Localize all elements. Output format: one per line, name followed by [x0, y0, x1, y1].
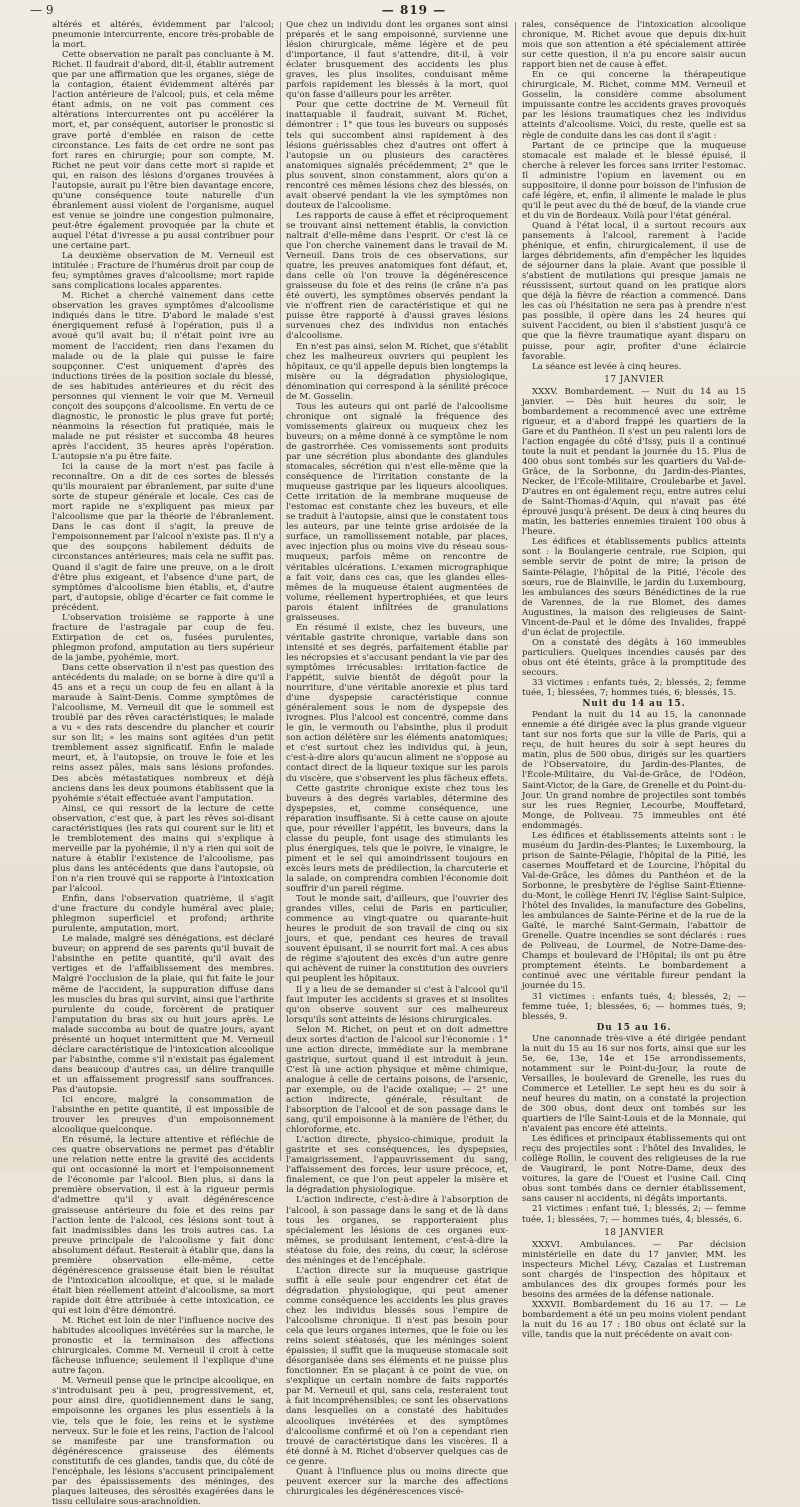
paragraph: La deuxième observation de M. Verneuil est intitulée : Fracture de l'humérus droit par coup de feu; symptômes graves d'alcoolisme; mort rapide sans complications locales apparentes. [52, 251, 274, 292]
page-header-left: — 9 [30, 3, 54, 17]
paragraph: En n'est pas ainsi, selon M. Richet, que s'établit chez les malheureux ouvriers qui peuplent les hôpitaux, ce qu'il appelle depuis bien longtemps la misère ou la dégradation physiologique, dénomination qui correspond à la sénilité précoce de M. Gosselin. [286, 341, 508, 402]
paragraph: Ici encore, malgré la consommation de l'absinthe en petite quantité, il est impossible de trouver les preuves d'un empoisonnement alcoolique quelconque. [52, 1095, 274, 1136]
paragraph: Tout le monde sait, d'ailleurs, que l'ouvrier des grandes villes, celui de Paris en particulier, commence au vingt-quatre ou quarante-huit heures le produit de son travail de cinq ou six jours, et que, pendant ces heures de travail souvent épuisant, il se nourrit fort mal. A ces abus de régime s'ajoutent des excès d'un autre genre qui achèvent de ruiner la constitution des ouvriers qui peuplent les hôpitaux. [286, 894, 508, 985]
paragraph: On a constaté des dégâts à 160 immeubles particuliers. Quelques incendies causés par des obus ont été éteints, grâce à la promptitude des secours. [522, 637, 746, 678]
paragraph: Il y a lieu de se demander si c'est à l'alcool qu'il faut imputer les accidents si graves et si insolites qu'on observe souvent sur ces malheureux lorsqu'ils sont atteints de lésions chirurgicales. [286, 984, 508, 1025]
text-column-2 [286, 20, 508, 1497]
paragraph: Pendant la nuit du 14 au 15, la canonnade ennemie a été dirigée avec la plus grande vigueur tant sur nos forts que sur la ville de Paris, qui a reçu, de huit heures du soir à sept heures du matin, plus de 500 obus, dirigés sur les quartiers de l'Observatoire, du Jardin-des-Plantes, de l'École-Militaire, du Val-de-Grâce, de l'Odéon, Saint-Victor, de la Gare, de Grenelle et du Point-du-Jour. Un grand nombre de projectiles sont tombés sur les rues Regnier, Lecourbe, Mouffetard, Monge, de Poliveau. 75 immeubles ont été endommagés. [522, 710, 747, 831]
paragraph: XXXV. Bombardement. — Nuit du 14 au 15 janvier. — Dès huit heures du soir, le bombardement a recommencé avec une extrême rigueur, et a d'abord frappé les quartiers de la Gare et du Panthéon. Il s'est un peu ralenti lors de l'action engagée du côté d'Issy, puis il a continué toute la nuit et pendant la journée du 15. Plus de 400 obus sont tombés sur les quartiers du Val-de-Grâce, de la Sorbonne, du Jardin-des-Plantes, Necker, de l'École-Militaire, Croulebarbe et Javel. D'autres en ont également reçu, entre autres celui de Saint-Thomas-d'Aquin, qui n'avait pas été éprouvé jusqu'à présent. De deux à cinq heures du matin, les batteries ennemies tiraient 100 obus à l'heure. [522, 386, 746, 538]
page-header [14, 2, 786, 18]
paragraph: La séance est levée à cinq heures. [532, 361, 682, 372]
paragraph: XXXVI. Ambulances. — Par décision ministérielle en date du 17 janvier, MM. les inspecteurs Michel Lévy, Cazalas et Lustreman sont chargés de l'inspection des hôpitaux et ambulances des dix groupes formés pour les besoins des armées de la défense nationale. [522, 1239, 746, 1300]
text-column-1 [52, 20, 275, 1507]
paragraph: Une canonnade très-vive a été dirigée pendant la nuit du 15 au 16 sur nos forts, ainsi que sur les 5e, 6e, 13e, 14e et 15e arrondissements, notamment sur le Point-du-Jour, la route de Versailles, le boulevard de Grenelle, les rues du Commerce et Letellier. Le sept heu es du soir à neuf heures du matin, on a constaté la projection de 300 obus, dont deux ont tombés sur les quartiers de l'île Saint-Louis et de la Monnaie, qui n'avaient pas encore été atteints. [522, 1033, 746, 1135]
column-divider [515, 22, 516, 1161]
section-subheading: Du 15 au 16. [596, 1022, 672, 1033]
paragraph: Pour que cette doctrine de M. Verneuil fût inattaquable il faudrait, suivant M. Richet, démontrer : 1° que tous les buveurs ou supposés tels qui succombent ainsi rapidement à des lésions guérissables chez d'autres ont offert à l'autopsie un ou plusieurs des caractères anatomiques signalés précédemment; 2° que le plus souvent, sinon constamment, alors qu'on a rencontré ces mêmes lésions chez des blessés, on avait observé pendant la vie les symptômes non douteux de l'alcoolisme. [286, 100, 508, 211]
paragraph: Tous les auteurs qui ont parlé de l'alcoolisme chronique ont signalé la fréquence des vomissements glaireux ou muqueux chez les buveurs; on a même donné à ce symptôme le nom de gastrorrhée. Ces vomissements sont produits par une sécrétion plus abondante des glandules stomacales, sécrétion qui n'est elle-même que la conséquence de l'irritation constante de la muqueuse gastrique par les liqueurs alcooliques. Cette irritation de la membrane muqueuse de l'estomac est constante chez les buveurs, et elle se traduit à l'autopsie, ainsi que le constatent tous les auteurs, par une teinte grise ardoisée de la surface, un ramollissement notable, par places, avec injection plus ou moins vive du réseau sous-muqueux; parfois même on rencontre de véritables ulcérations. L'examen micrographique a fait voir, dans ces cas, que les glandes elles-mêmes de la muqueuse étaient augmentées de volume, réellement hypertrophiées, et que leurs parois étaient infiltrées de granulations graisseuses. [286, 401, 508, 623]
paragraph: En résumé, la lecture attentive et réfléchie de ces quatre observations ne permet pas d'établir une relation nette entre la gravité des accidents qui ont occasionné la mort et l'empoisonnement de l'économie par l'alcool. Bien plus, si dans la première observation, il est à la rigueur permis d'admettre qu'il y avait dégénérescence graisseuse antérieure du foie et des reins par l'action lente de l'alcool, ces lésions sont tout à fait inadmissibles dans les trois autres cas. La preuve principale de l'alcoolisme y fait donc absolument défaut. Resterait à établir que, dans la première observation elle-même, cette dégénérescence graisseuse était bien le résultat de l'intoxication alcoolique, et que, si le malade était bien réellement atteint d'alcoolisme, sa mort rapide doit être attribuée à cette intoxication, ce qui est loin d'être démontré. [52, 1135, 274, 1316]
paragraph: Quand à l'état local, il a surtout recours aux pansements à l'alcool, rarement à l'acide phénique, et enfin, chirurgicalement, il use de larges débridements, afin d'empêcher les liquides de séjourner dans la plaie. Avant que possible il s'abstient de mutilations qui presque jamais ne réussissent, surtout quand on les pratique alors que déjà la fièvre de réaction a commencé. Dans les cas où l'hésitation ne sera pas à prendre n'est pas possible, il opère dans les 24 heures qui suivent l'accident, ou bien il s'abstient jusqu'à ce que que la fièvre traumatique ayant disparu on puisse, pour agir, profiter d'une éclaircie favorable. [522, 220, 746, 362]
paragraph: Ici la cause de la mort n'est pas facile à reconnaître. On a dit de ces sortes de blessés qu'ils mouraient par ébranlement, par suite d'une sorte de stupeur générale et locale. Ces cas de mort rapide ne s'expliquent pas mieux par l'alcoolisme que par la théorie de l'ébranlement. Dans le cas dont il s'agit, la preuve de l'empoisonnement par l'alcool n'existe pas. Il n'y a que des soupçons habilement déduits de circonstances antérieures; mais cela ne suffit pas. Quand il s'agit de faire une preuve, on a le droit d'être plus exigeant, et l'absence d'une part, de symptômes d'alcoolisme bien établis, et, d'autre part, d'autopsie, oblige d'écarter ce fait comme le précédent. [52, 462, 274, 613]
paragraph: L'observation troisième se rapporte à une fracture de l'astragale par coup de feu. Extirpation de cet os, fusées purulentes, phlegmon profond, amputation au tiers supérieur de la jambe, pyohémie, mort. [52, 612, 274, 663]
paragraph: Cette gastrite chronique existe chez tous les buveurs à des degrés variables, détermine des dyspepsies, et, comme conséquence, une réparation insuffisante. Si à cette cause on ajoute que, pour réveiller l'appétit, les buveurs, dans la classe du peuple, font usage des stimulants les plus énergiques, tels que le poivre, le vinaigre, le piment et le sel qui amoindrissent toujours en excès leurs mets de prédilection, la charcuterie et la salade, on comprendra combien l'économie doit souffrir d'un pareil régime. [286, 783, 508, 895]
paragraph: Que chez un individu dont les organes sont ainsi préparés et le sang empoisonné, survienne une lésion chirurgicale, même légère et de peu d'importance, il faut s'attendre, dit-il, à voir éclater brusquement des accidents les plus graves, les plus insolites, conduisant même parfois rapidement les blessés à la mort, quoi qu'on fasse d'ailleurs pour les arrêter. [286, 20, 508, 101]
paragraph: M. Richet est loin de nier l'influence nocive des habitudes alcooliques invétérées sur la marche, le pronostic et la terminaison des affections chirurgicales. Comme M. Verneuil il croit à cette fâcheuse influence; seulement il l'explique d'une autre façon. [52, 1316, 274, 1377]
paragraph: Enfin, dans l'observation quatrième, il s'agit d'une fracture du condyle huméral avec plaie; phlegmon superficiel et profond; arthrite purulente, amputation, mort. [52, 894, 274, 935]
paragraph: En ce qui concerne la thérapeutique chirurgicale, M. Richet, comme MM. Verneuil et Gosselin, la considère comme absolument impuissante contre les accidents graves provoqués par les lésions traumatiques chez les individus atteints d'alcoolisme. Voici, du reste, quelle est sa règle de conduite dans les cas dont il s'agit : [522, 70, 746, 141]
column-divider [280, 22, 281, 1161]
paragraph: XXXVII. Bombardement du 16 au 17. — Le bombardement a été un peu moins violent pendant la nuit du 16 au 17 : 180 obus ont éclaté sur la ville, tandis que la nuit précédente on avait con- [522, 1299, 746, 1341]
paragraph: 31 victimes : enfants tués, 4; blessés, 2; — femme tuée, 1; blessées, 6; — hommes tués, 9; blessés, 9. [522, 991, 746, 1022]
paragraph: M. Verneuil pense que le principe alcoolique, en s'introduisant peu à peu, progressivement, et, pour ainsi dire, quotidiennement dans le sang, empoisonne les organes les plus essentiels à la vie, tels que le foie, les reins et le système nerveux. Sur le foie et les reins, l'action de l'alcool se manifeste par une transformation ou dégénérescence graisseuse des éléments constitutifs de ces glandes, tandis que, du côté de l'encéphale, les lésions s'accusent principalement par des épaississements des méninges, des plaques laiteuses, des sérosités exagérées dans le tissu cellulaire sous-arachnoïdien. [52, 1376, 274, 1507]
paragraph: Les édifices et établissements publics atteints sont : la Boulangerie centrale, rue Scipion, qui semble servir de point de mire; la prison de Sainte-Pélagie, l'hôpital de la Pitié, l'école des sœurs, rue de Blainville, le jardin du Luxembourg, les ambulances des sœurs Bénédictines de la rue de Varennes, de la rue Blomet, des dames Augustines, la maison des religieuses de Saint-Vincent-de-Paul et le dôme des Invalides, frappé d'un éclat de projectile. [522, 537, 746, 638]
paragraph: Les édifices et établissements atteints sont : le muséum du Jardin-des-Plantes; le Luxembourg, la prison de Sainte-Pélagie, l'hôpital de la Pitié, les casernes Mouffetard et de Lourcine, l'hôpital du Val-de-Grâce, les dômes du Panthéon et de la Sorbonne, le presbytère de l'église Saint-Étienne-du-Mont, le collège Henri IV, l'église Saint-Sulpice, l'hôtel des Invalides, la manufacture des Gobelins, les ambulances de Sainte-Périne et de la rue de la Gaîté, le marché Saint-Germain, l'abattoir de Grenelle. Quatre incendies se sont déclarés : rues de Poliveau, de Lourmel, de Notre-Dame-des-Champs et boulevard de l'Hôpital; ils ont pu être promptement éteints. Le bombardement a continué avec une véritable fureur pendant la journée du 15. [522, 830, 746, 992]
paragraph: Les rapports de cause à effet et réciproquement se trouvant ainsi nettement établis, la conviction naîtrait d'elle-même dans l'esprit. Or c'est là ce que l'on cherche vainement dans le travail de M. Verneuil. Dans trois de ces observations, sur quatre, les preuves anatomiques font défaut, et, dans celle où l'on trouve la dégénérescence graisseuse du foie et des reins (le crâne n'a pas été ouvert), les symptômes observés pendant la vie n'offrent rien de caractéristique et qui ne puisse être rapporté à d'aussi graves lésions survenues chez des individus non entachés d'alcoolisme. [286, 210, 508, 342]
paragraph: En résumé il existe, chez les buveurs, une véritable gastrite chronique, variable dans son intensité et ses degrés, parfaitement établie par les nécropsies et s'accusant pendant la vie par des symptômes irrécusables: irritation-factice de l'appétit, suivie bientôt de dégoût pour la nourriture, d'une véritable anorexie et plus tard d'une dyspepsie caractéristique connue généralement sous le nom de dyspepsie des ivrognes. Plus l'alcool est concentré, comme dans le gin, le vermouth ou l'absinthe, plus il produit son action délétère sur les éléments anatomiques; et c'est surtout chez les individus qui, à jeun, c'est-à-dire alors qu'aucun aliment ne s'oppose au contact direct de la liqueur toxique sur les parois du viscère, que s'observent les plus fâcheux effets. [286, 622, 508, 784]
text-column-3 [522, 20, 747, 1341]
paragraph: altérés et altérés, évidemment par l'alcool; pneumonie intercurrente, encore très-probable de la mort. [52, 20, 274, 51]
paragraph: M. Richet a cherché vainement dans cette observation les graves symptômes d'alcoolisme indiqués dans le titre. D'abord le malade s'est énergiquement refusé à l'opération, puis il a avoué qu'il avait bu; il n'était point ivre au moment de l'accident; rien dans l'examen du malade ou de la plaie qui puisse le faire soupçonner. C'est uniquement d'après des inductions tirées de la position sociale du blessé, de ses habitudes antérieures et du récit des personnes qui viennent le voir que M. Verneuil conçoit des soupçons d'alcoolisme. En vertu de ce diagnostic, le pronostic le plus grave fut porté; néanmoins la résection fut pratiquée, mais le malade ne put résister et succomba 48 heures après l'accident, 35 heures après l'opération. L'autopsie n'a pu être faite. [52, 291, 274, 463]
paragraph: Selon M. Richet, on peut et on doit admettre deux sortes d'action de l'alcool sur l'économie : 1° une action directe, immédiate sur la membrane gastrique, surtout quand il est introduit à jeun. C'est là une action physique et même chimique, analogue à celle de certains poisons, de l'arsenic, par exemple, ou de l'acide oxalique; — 2° une action indirecte, générale, résultant de l'absorption de l'alcool et de son passage dans le sang, qu'il empoisonne à la manière de l'éther, du chloroforme, etc. [286, 1024, 508, 1136]
paragraph: Ainsi, ce qui ressort de la lecture de cette observation, c'est que, à part les rêves soi-disant caractéristiques (les rats qui courent sur le lit) et le tremblotement des mains qui s'explique à merveille par la pyohémie, il n'y a rien qui soit de nature à établir l'existence de l'alcoolisme, pas plus dans les antécédents que dans l'autopsie, où l'on n'a rien trouvé qui se rapporte à l'intoxication par l'alcool. [52, 803, 274, 895]
paragraph: L'action directe, physico-chimique, produit la gastrite et ses conséquences, les dyspepsies, l'amaigrissement, l'appauvrissement du sang, l'affaissement des forces, leur usure précoce, et, finalement, ce que l'on peut appeler la misère et la dégradation physiologique. [286, 1135, 508, 1196]
paragraph: 21 victimes : enfant tué, 1; blessés, 2; — femme tuée, 1; blessées, 7; — hommes tués, 4; blessés, 6. [522, 1204, 746, 1225]
paragraph: L'action indirecte, c'est-à-dire à l'absorption de l'alcool, à son passage dans le sang et de là dans tous les organes, se rapporteraient plus spécialement les lésions de ces organes eux-mêmes, se produisant lentement, c'est-à-dire la stéatose du foie, des reins, du cœur, la sclérose des méninges et de l'encéphale. [286, 1195, 508, 1266]
paragraph: 33 victimes : enfants tués, 2; blessés, 2; femme tuée, 1; blessées, 7; hommes tués, 6; blessés, 15. [522, 678, 746, 699]
section-date-heading: 17 JANVIER [604, 374, 664, 385]
paragraph: Quant à l'influence plus ou moins directe que peuvent exercer sur la marche des affections chirurgicales les dégénérescences viscé- [286, 1466, 508, 1497]
paragraph: Partant de ce principe que la muqueuse stomacale est malade et le blessé épuisé, il cherche à relever les forces sans irriter l'estomac. Il administre l'opium en lavement ou en suppositoire, il donne pour boisson de l'infusion de café légère, et, enfin, il alimente le malade le plus qu'il le peut avec du thé de bœuf, de la viande crue et du vin de Bordeaux. Voilà pour l'état général. [522, 140, 746, 221]
paragraph: Les édifices et principaux établissements qui ont reçu des projectiles sont : l'hôtel des Invalides, le collège Rollin, le couvent des religieuses de la rue de Vaugirard, le pont Notre-Dame, deux des voitures, la gare de l'Ouest et l'usine Cail. Cinq obus sont tombés dans ce dernier établissement, sans causer ni accidents, ni dégâts importants. [522, 1134, 746, 1205]
paragraph: Cette observation ne paraît pas concluante à M. Richet. Il faudrait d'abord, dit-il, établir autrement que par une affirmation que les organes, siége de la contagion, étaient évidemment altérés par l'action antérieure de l'alcool; puis, et cela même étant admis, on ne voit pas comment ces altérations intercurrentes ont pu accélérer la mort, et, par conséquent, autoriser le pronostic si grave porté d'emblée en raison de cette circonstance. Les faits de cet ordre ne sont pas fort rares en chirurgie; pour son compte, M. Richet ne peut voir dans cette mort si rapide et qui, en raison des lésions d'organes trouvées à l'autopsie, aurait pu l'être bien davantage encore, qu'une conséquence toute naturelle d'un ébranlement aussi violent de l'organisme, auquel est venue se joindre une congestion pulmonaire, peut-être également provoquée par la chute et auquel l'état d'ivresse a pu aussi contribuer pour une certaine part. [52, 50, 274, 252]
section-subheading: Nuit du 14 au 15. [582, 699, 686, 710]
section-date-heading: 18 JANVIER [604, 1227, 664, 1238]
paragraph: L'action directe sur la muqueuse gastrique suffit à elle seule pour engendrer cet état de dégradation physiologique, qui peut amener comme conséquence les accidents les plus graves chez les individus blessés sous l'empire de l'alcoolisme chronique. Il n'est pas besoin pour cela que leurs organes internes, que le foie ou les reins soient stéatosés, que les méninges soient épaissies; il suffit que la muqueuse stomacale soit désorganisée dans ses éléments et ne puisse plus fonctionner. En se plaçant à ce point de vue, on s'explique un certain nombre de faits rapportés par M. Verneuil et qui, sans cela, resteraient tout à fait incompréhensibles; ce sont les observations dans lesquelles on a constaté des habitudes alcooliques invétérées et des symptômes d'alcoolisme confirmé et où l'on a cependant rien trouvé de caractéristique dans les viscères. Il a été donné à M. Richet d'observer quelques cas de ce genre. [286, 1265, 508, 1467]
paragraph: rales, conséquence de l'intoxication alcoolique chronique, M. Richet avoue que depuis dix-huit mois que son attention a été spécialement attirée sur cette question, il n'a pu encore saisir aucun rapport bien net de cause à effet. [522, 20, 746, 71]
paragraph: Le malade, malgré ses dénégations, est déclaré buveur; on apprend de ses parents qu'il buvait de l'absinthe en petite quantité, qu'il avait des vertiges et de l'affaiblissement des membres. Malgré l'occlusion de la plaie, qui fut faite le jour même de l'accident, la suppuration diffuse dans les muscles du bras qui survint, ainsi que l'arthrite purulente du coude, forcèrent de pratiquer l'amputation du bras six ou huit jours après. Le malade succomba au bout de quatre jours, ayant présenté un hoquet intermittent que M. Verneuil déclare caractéristique de l'intoxication alcoolique par l'absinthe, comme s'il n'existait pas également dans beaucoup d'autres cas, un délire tranquille et un affaissement progressif sans souffrances. Pas d'autopsie. [52, 934, 275, 1095]
paragraph: Dans cette observation il n'est pas question des antécédents du malade; on se borne à dire qu'il a 45 ans et a reçu un coup de feu en allant à la maraude à Saint-Denis. Comme symptômes de l'alcoolisme, M. Verneuil dit que le sommeil est troublé par des rêves caractéristiques; le malade a vu « des rats descendre du plancher et courir sur son lit; » les mains sont agitées d'un petit tremblement assez significatif. Enfin le malade meurt, et, à l'autopsie, on trouve le foie et les reins assez pâles, mais sans lésions profondes. Des abcès métastatiques nombreux et déjà anciens dans les deux poumons établissent que la pyohémie s'était effectuée avant l'amputation. [52, 663, 274, 804]
page-number: — 819 — [381, 3, 447, 17]
